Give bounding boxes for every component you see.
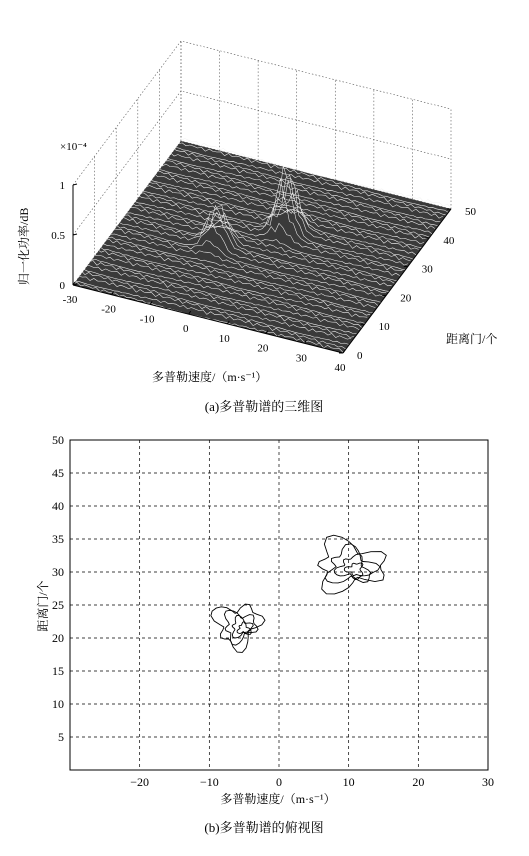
a-x-tick-label: -20 [101,303,116,316]
b-contour [211,604,265,652]
b-contour [334,554,371,580]
b-x-tick-label: −10 [199,775,219,789]
panel-3d-view [16,41,497,414]
b-contour [344,563,363,576]
b-y-tick-label: 10 [52,697,64,711]
a-x-tick-label: 40 [334,362,346,374]
b-y-tick-label: 35 [52,532,64,546]
b-caption: (b)多普勒谱的俯视图 [204,820,324,835]
b-x-tick-label: 20 [412,775,425,789]
b-x-tick-label: 30 [482,775,494,789]
b-y-tick-label: 50 [52,433,64,447]
a-y-tick-label: 40 [443,234,455,247]
a-surface-floor [73,141,451,353]
b-tick-labels [52,433,494,789]
b-x-tick-label: 0 [276,775,282,789]
a-y-axis-label: 距离门/个 [446,332,498,346]
a-y-tick-label: 0 [357,350,363,362]
b-y-tick-label: 45 [52,466,64,480]
a-z-tick-label: 0 [59,280,65,292]
a-caption: (a)多普勒谱的三维图 [204,399,324,414]
a-x-tick-label: 30 [295,352,307,365]
b-y-tick-label: 30 [52,565,64,579]
b-y-tick-label: 25 [52,598,64,612]
a-y-tick-label: 50 [465,206,476,218]
a-z-tick-label: 0.5 [51,230,65,242]
b-y-axis-label: 距离门/个 [36,580,50,632]
b-y-tick-label: 20 [52,631,64,645]
b-y-tick-label: 5 [58,730,64,744]
a-z-multiplier: ×10⁻⁴ [60,141,87,153]
a-y-tick-label: 20 [400,292,412,305]
b-contour [232,616,253,639]
b-x-tick-label: 10 [342,775,355,789]
b-contour-lines [211,535,386,652]
a-x-tick-label: -30 [62,294,78,306]
a-y-tick-label: 30 [421,263,433,276]
b-x-axis-label: 多普勒速度/（m·s⁻¹） [220,792,336,806]
b-y-tick-label: 15 [52,664,64,678]
a-x-tick-label: -10 [139,313,155,326]
a-x-tick-label: 0 [182,323,189,336]
a-x-axis-label: 多普勒速度/（m·s⁻¹） [152,370,268,384]
panel-top-view [35,433,494,835]
a-z-axis-label: 归一化功率/dB [17,207,31,285]
a-surface-mesh [73,138,451,353]
a-y-tick-label: 10 [378,321,390,334]
b-x-tick-label: −20 [130,775,150,789]
b-y-tick-label: 40 [52,499,64,513]
a-x-tick-label: 10 [218,332,230,345]
a-z-tick-label: 1 [59,180,65,192]
a-x-tick-label: 20 [257,342,269,355]
b-grid-lines [70,440,488,770]
